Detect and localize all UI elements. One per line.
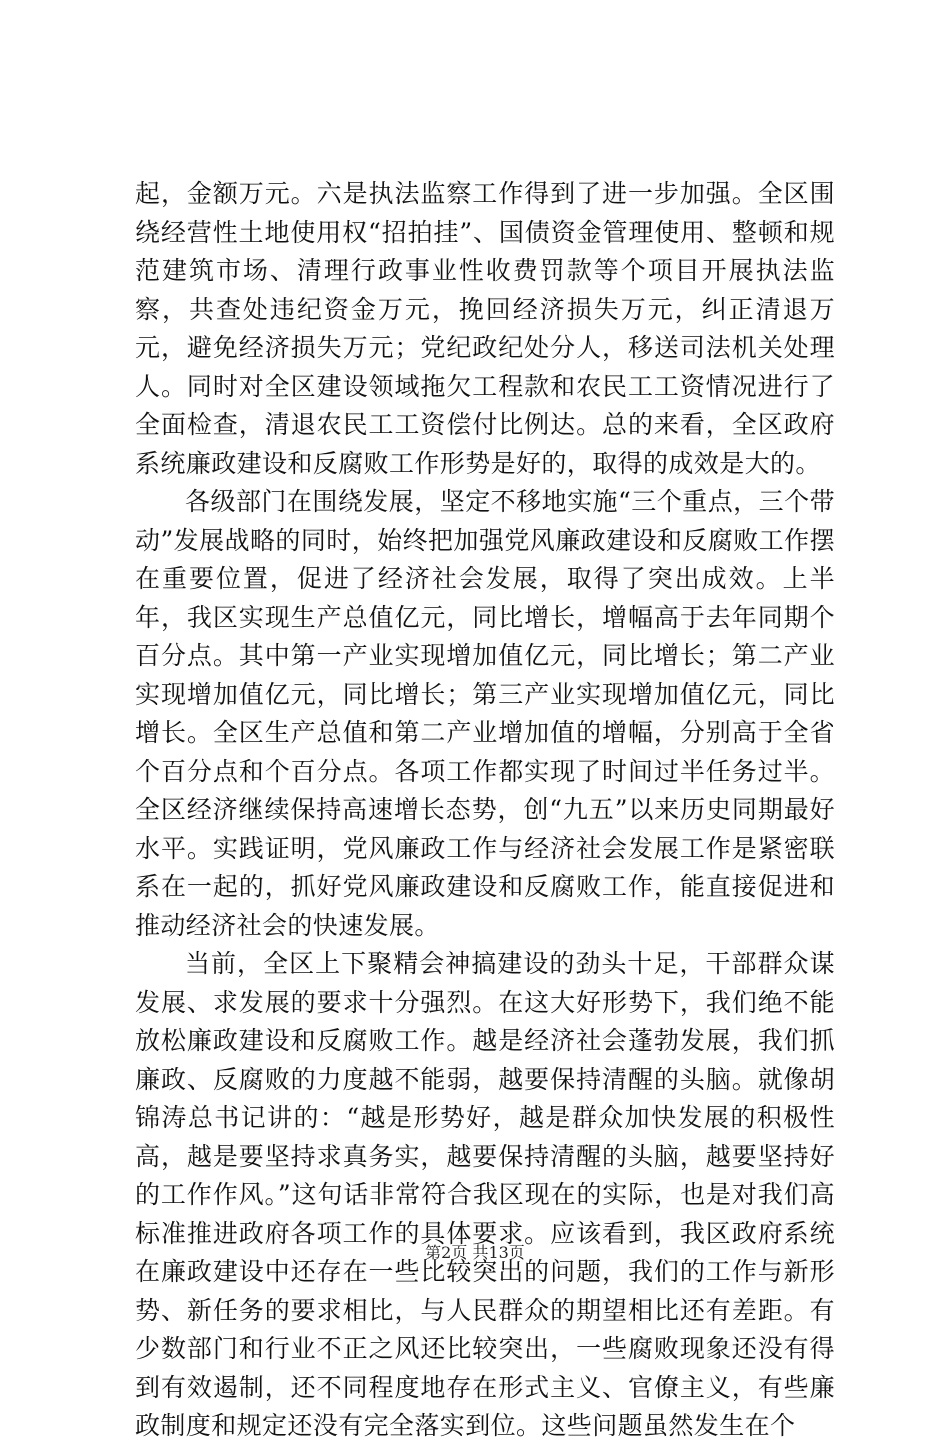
paragraph-2: 各级部门在围绕发展，坚定不移地实施“三个重点，三个带动”发展战略的同时，始终把加强党风廉政建设和反腐败工作摆在重要位置，促进了经济社会发展，取得了突出成效。上半年，我区实现生产总值亿元，同比增长，增幅高于去年同期个百分点。其中第一产业实现增加值亿元，同比增长；第二产业实现增加值亿元，同比增长；第三产业实现增加值亿元，同比增长。全区生产总值和第二产业增加值的增幅，分别高于全省个百分点和个百分点。各项工作都实现了时间过半任务过半。全区经济继续保持高速增长态势，创“九五”以来历史同期最好水平。实践证明，党风廉政工作与经济社会发展工作是紧密联系在一起的，抓好党风廉政建设和反腐败工作，能直接促进和推动经济社会的快速发展。: [135, 487, 835, 940]
paragraph-1: 起，金额万元。六是执法监察工作得到了进一步加强。全区围绕经营性土地使用权“招拍挂”、国债资金管理使用、整顿和规范建筑市场、清理行政事业性收费罚款等个项目开展执法监察，共查处违纪资金万元，挽回经济损失万元，纠正清退万元，避免经济损失万元；党纪政纪处分人，移送司法机关处理人。同时对全区建设领域拖欠工程款和农民工工资情况进行了全面检查，清退农民工工资偿付比例达。总的来看，全区政府系统廉政建设和反腐败工作形势是好的，取得的成效是大的。: [135, 179, 835, 478]
page-number-footer: 第2页 共13页: [425, 1243, 525, 1262]
paragraph-3: 当前，全区上下聚精会神搞建设的劲头十足，干部群众谋发展、求发展的要求十分强烈。在这大好形势下，我们绝不能放松廉政建设和反腐败工作。越是经济社会蓬勃发展，我们抓廉政、反腐败的力度越不能弱，越要保持清醒的头脑。就像胡锦涛总书记讲的：“越是形势好，越是群众加快发展的积极性高，越是要坚持求真务实，越要保持清醒的头脑，越要坚持好的工作作风。”这句话非常符合我区现在的实际，也是对我们高标准推进政府各项工作的具体要求。应该看到，我区政府系统在廉政建设中还存在一些比较突出的问题，我们的工作与新形势、新任务的要求相比，与人民群众的期望相比还有差距。有少数部门和行业不正之风还比较突出，一些腐败现象还没有得到有效遏制，还不同程度地存在形式主义、官僚主义，有些廉政制度和规定还没有完全落实到位。这些问题虽然发生在个: [135, 949, 835, 1440]
